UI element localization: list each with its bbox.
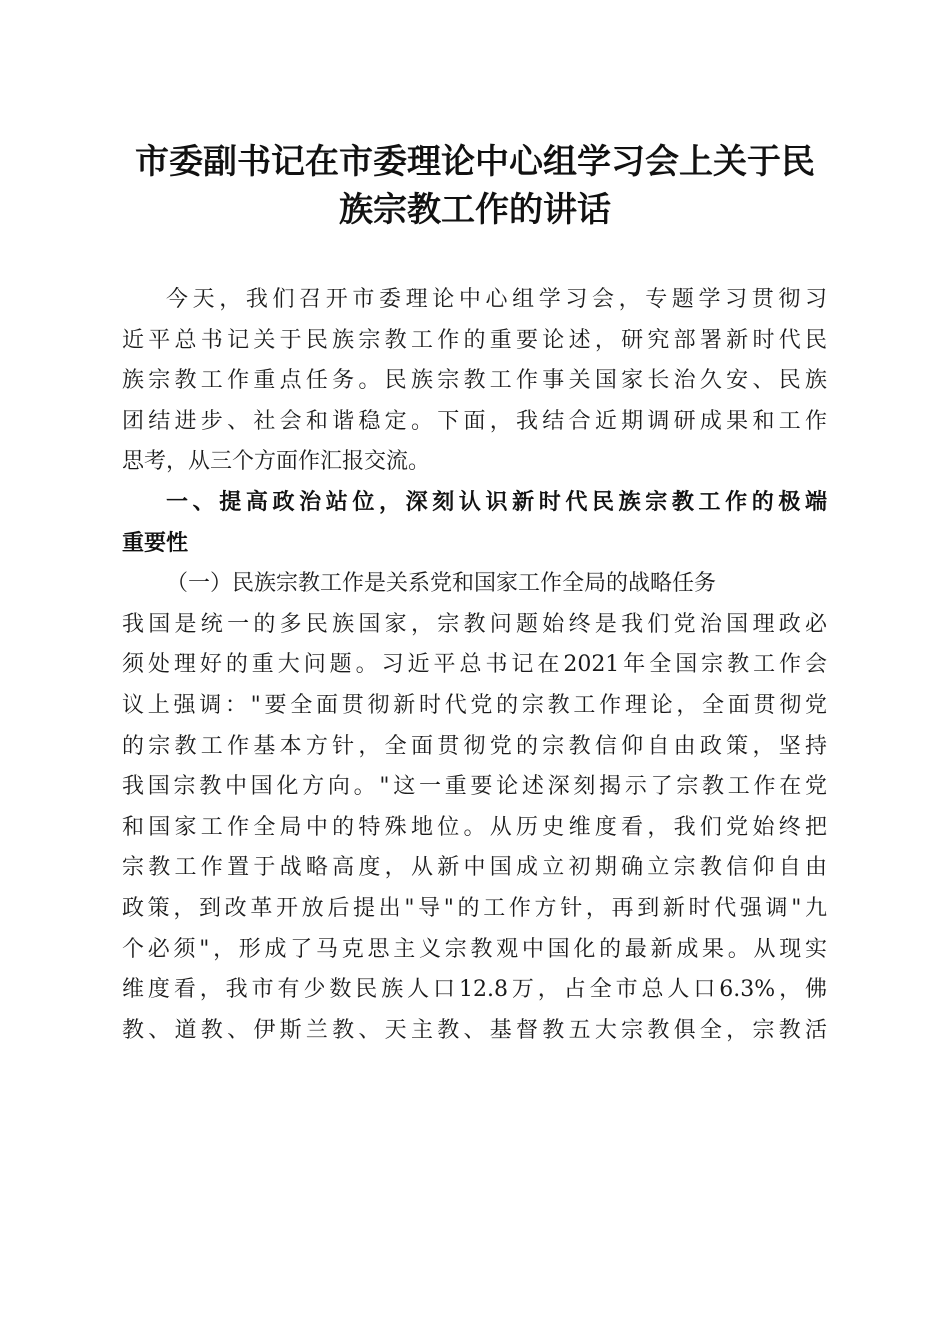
section-heading-line: 一、提高政治站位，深刻认识新时代民族宗教工作的极端 bbox=[166, 489, 827, 515]
title-line: 市委副书记在市委理论中心组学习会上关于民 bbox=[135, 142, 815, 182]
document-body bbox=[122, 280, 827, 1051]
paragraph-line: 政策，到改革开放后提出"导"的工作方针，再到新时代强调"九 bbox=[122, 895, 827, 921]
paragraph-line: 和国家工作全局中的特殊地位。从历史维度看，我们党始终把 bbox=[122, 814, 827, 840]
paragraph-line: 今天，我们召开市委理论中心组学习会，专题学习贯彻习 bbox=[166, 287, 827, 312]
paragraph-line: 近平总书记关于民族宗教工作的重要论述，研究部署新时代民 bbox=[122, 327, 827, 353]
paragraph-line: 宗教工作置于战略高度，从新中国成立初期确立宗教信仰自由 bbox=[122, 855, 827, 881]
paragraph-line: 个必须"，形成了马克思主义宗教观中国化的最新成果。从现实 bbox=[122, 936, 827, 962]
paragraph-line: 族宗教工作重点任务。民族宗教工作事关国家长治久安、民族 bbox=[122, 368, 827, 394]
section-heading-line: 重要性 bbox=[122, 530, 189, 556]
paragraph-line: 维度看，我市有少数民族人口12.8万，占全市总人口6.3%，佛 bbox=[122, 977, 827, 1003]
title-line: 族宗教工作的讲话 bbox=[339, 190, 611, 230]
paragraph-line: 议上强调："要全面贯彻新时代党的宗教工作理论，全面贯彻党 bbox=[122, 692, 827, 718]
paragraph-line: 团结进步、社会和谐稳定。下面，我结合近期调研成果和工作 bbox=[122, 408, 827, 434]
paragraph-line: 的宗教工作基本方针，全面贯彻党的宗教信仰自由政策，坚持 bbox=[122, 733, 827, 759]
subsection-heading: （一）民族宗教工作是关系党和国家工作全局的战略任务 bbox=[166, 571, 717, 597]
document-title bbox=[118, 138, 832, 234]
paragraph-line: 思考，从三个方面作汇报交流。 bbox=[122, 449, 431, 475]
paragraph-line: 我国宗教中国化方向。"这一重要论述深刻揭示了宗教工作在党 bbox=[122, 774, 827, 800]
paragraph-line: 教、道教、伊斯兰教、天主教、基督教五大宗教俱全，宗教活 bbox=[122, 1017, 827, 1043]
paragraph-line: 须处理好的重大问题。习近平总书记在2021年全国宗教工作会 bbox=[122, 652, 827, 678]
paragraph-line: 我国是统一的多民族国家，宗教问题始终是我们党治国理政必 bbox=[122, 611, 827, 637]
